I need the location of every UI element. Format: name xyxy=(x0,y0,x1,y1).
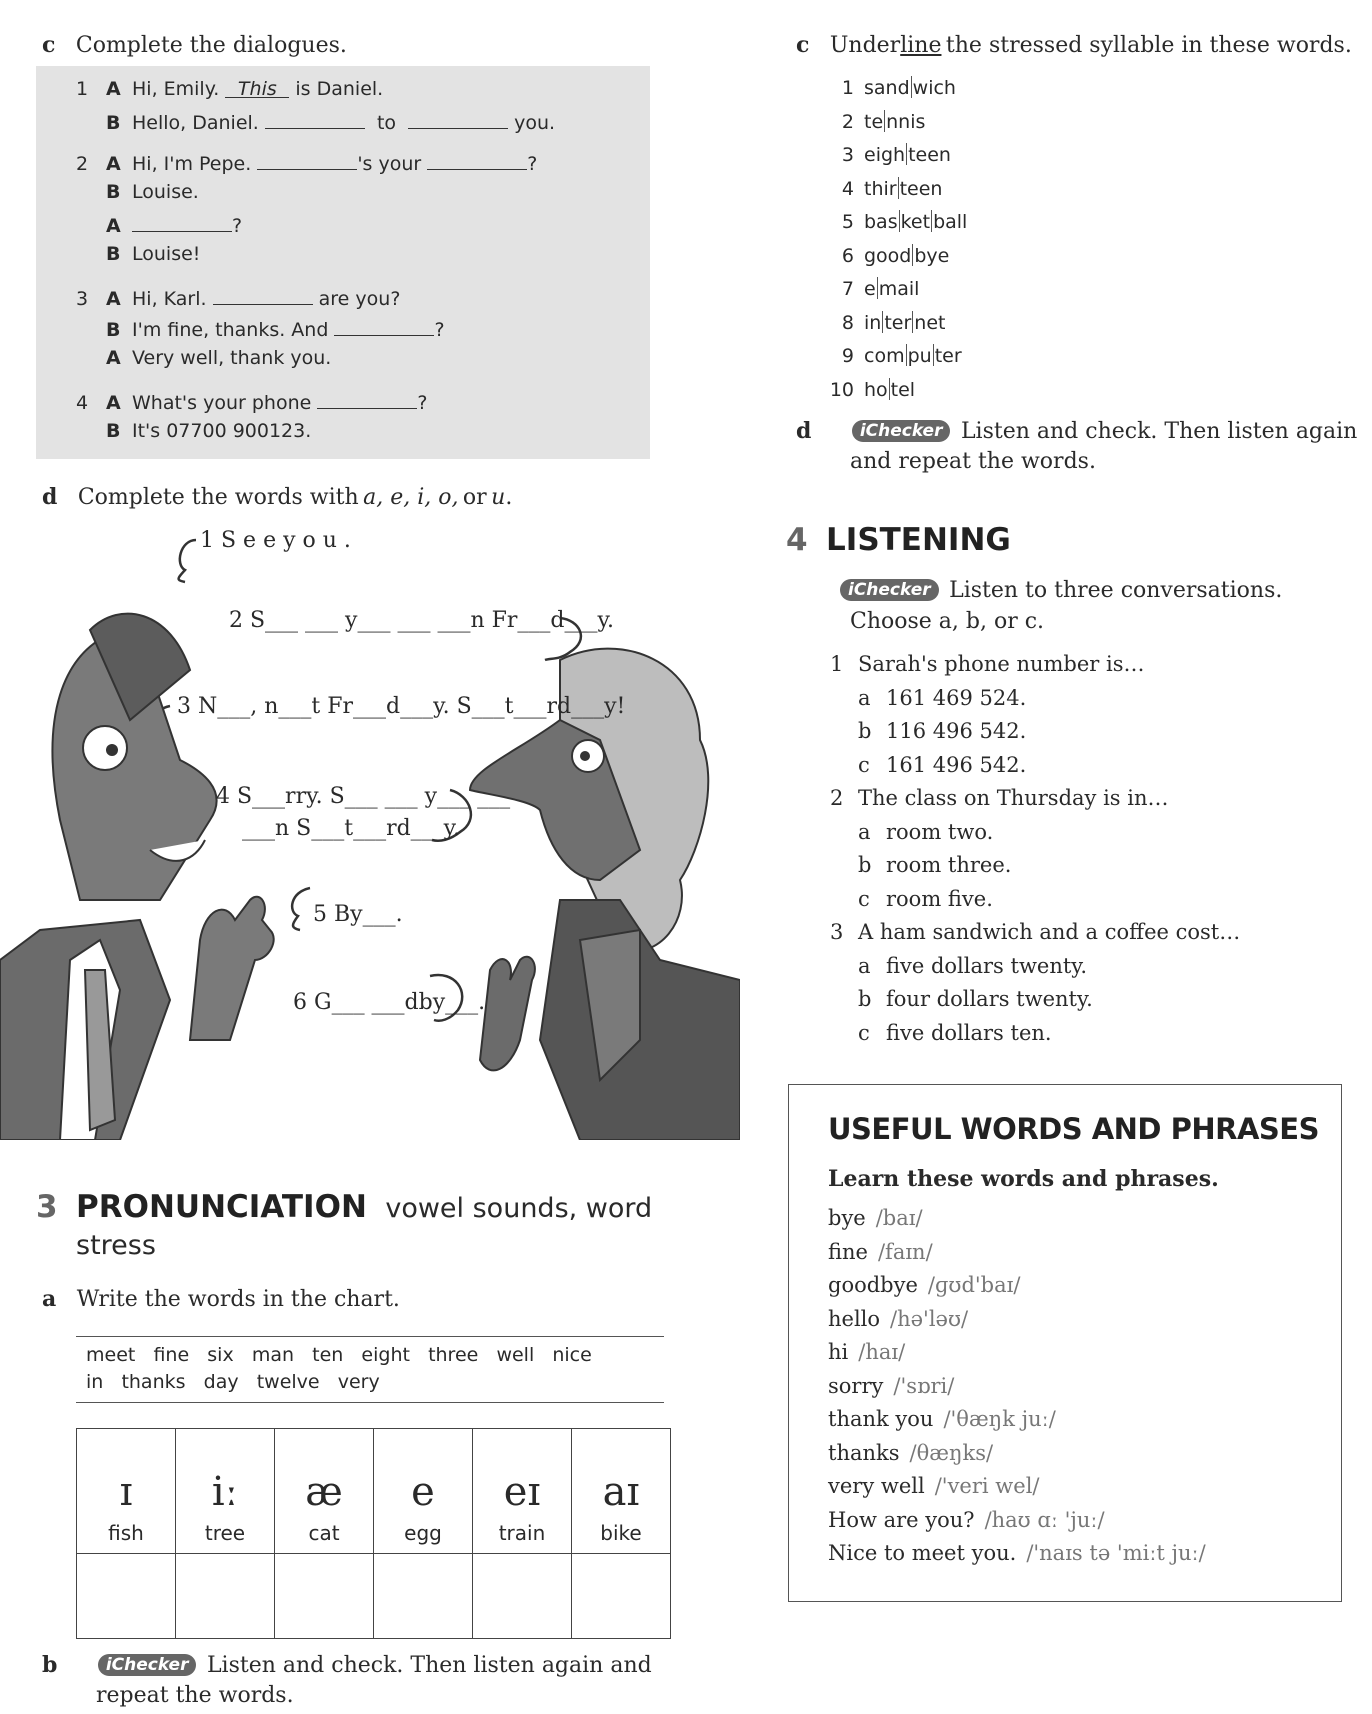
dialogue-4-line-b xyxy=(106,420,311,442)
phonetic-transcription: /'veri wel/ xyxy=(934,1474,1040,1498)
speech-bubble-4-line-2: ___n S___t___rd___y. xyxy=(242,816,461,841)
vowel-sound-chart xyxy=(76,1428,671,1639)
question-number: 3 xyxy=(830,920,844,944)
answer-blank[interactable] xyxy=(213,285,313,305)
phrase-item xyxy=(828,1374,954,1398)
dialogue-text: ? xyxy=(232,215,243,237)
word-number: 3 xyxy=(841,144,854,166)
syllable[interactable]: eigh xyxy=(864,144,906,166)
phrase-word: bye xyxy=(828,1206,866,1230)
answer-blank[interactable] xyxy=(225,78,289,98)
syllable-divider xyxy=(911,76,912,98)
ichecker-badge[interactable]: iChecker xyxy=(852,420,951,442)
dialogue-number: 3 xyxy=(76,288,89,310)
syllable[interactable]: teen xyxy=(899,177,943,200)
speaker: B xyxy=(106,112,121,134)
syllable[interactable]: bye xyxy=(914,244,950,267)
speech-bubble-1: 1 S e e y o u . xyxy=(200,528,351,553)
option-text: 116 496 542. xyxy=(886,719,1027,743)
syllable[interactable]: sand xyxy=(864,77,910,99)
syllable[interactable]: ter xyxy=(934,345,962,367)
dialogue-text: ? xyxy=(434,319,445,341)
letters: u xyxy=(491,485,506,510)
chart-word: fish xyxy=(108,1521,144,1545)
syllable[interactable]: pu xyxy=(907,345,932,367)
stress-word[interactable] xyxy=(808,344,962,367)
dialogue-text: 's your xyxy=(357,153,422,175)
phonetic-transcription: /'θæŋk juː/ xyxy=(943,1407,1056,1431)
word-number: 1 xyxy=(841,77,854,99)
syllable[interactable]: ter xyxy=(884,311,912,334)
syllable[interactable]: ball xyxy=(933,211,968,233)
exercise-instruction: Complete the dialogues. xyxy=(75,33,347,58)
question-text: Sarah's phone number is… xyxy=(858,652,1145,676)
option-3b[interactable]: b four dollars twenty. xyxy=(858,987,1093,1011)
dialogue-number: 2 xyxy=(76,153,89,175)
dialogue-text: Very well, thank you. xyxy=(132,347,332,369)
answer-blank[interactable] xyxy=(317,389,417,409)
dialogue-text: I'm fine, thanks. And xyxy=(132,319,329,341)
chart-header-tree xyxy=(176,1429,275,1554)
section-subtitle: vowel sounds, word xyxy=(385,1193,653,1224)
speaker: A xyxy=(106,347,121,369)
chart-answer-cell[interactable] xyxy=(374,1554,473,1639)
phrase-item xyxy=(828,1441,993,1465)
syllable-divider xyxy=(931,210,932,232)
option-2b[interactable]: b room three. xyxy=(858,853,1012,877)
chart-answer-cell[interactable] xyxy=(572,1554,671,1639)
syllable-divider xyxy=(906,143,907,165)
speaker: B xyxy=(106,181,121,203)
question-1 xyxy=(830,652,1145,676)
exercise-label: d xyxy=(796,418,812,444)
option-1c[interactable]: c 161 496 542. xyxy=(858,753,1027,777)
syllable[interactable]: net xyxy=(914,311,946,334)
question-2 xyxy=(830,786,1169,810)
dialogue-3-line-a xyxy=(76,285,400,310)
stress-word[interactable] xyxy=(808,311,945,334)
exercise-instruction: or xyxy=(462,485,487,510)
phrase-item xyxy=(828,1206,923,1230)
word-box-bottom-rule xyxy=(76,1402,664,1403)
answer-blank[interactable] xyxy=(257,150,357,170)
dialogue-1-line-b xyxy=(106,109,555,134)
option-text: room three. xyxy=(886,853,1012,877)
syllable[interactable]: mail xyxy=(878,278,920,300)
exercise-instruction-underlined: line xyxy=(900,33,942,58)
phonetic-transcription: /baɪ/ xyxy=(875,1206,923,1230)
answer-blank[interactable] xyxy=(427,150,527,170)
chart-header-fish xyxy=(77,1429,176,1554)
stress-exercise-heading xyxy=(796,32,1352,58)
question-3 xyxy=(830,920,1240,944)
tree-icon: iː xyxy=(211,1469,239,1515)
dialogue-text: to xyxy=(376,112,397,134)
answer-blank[interactable] xyxy=(334,316,434,336)
fish-icon: ɪ xyxy=(119,1469,133,1515)
exercise-d-heading xyxy=(42,484,512,510)
stress-exercise-d-heading xyxy=(796,418,1357,444)
option-text: 161 469 524. xyxy=(886,686,1027,710)
syllable[interactable]: ho xyxy=(864,378,888,401)
syllable[interactable]: tel xyxy=(890,378,916,401)
speaker: A xyxy=(106,78,121,100)
word-number: 2 xyxy=(841,110,854,133)
dialogue-2-line-b2 xyxy=(106,243,200,265)
pronunciation-heading xyxy=(36,1189,652,1225)
phrase-word: hello xyxy=(828,1306,881,1331)
chart-word: train xyxy=(498,1521,546,1545)
phrase-word: sorry xyxy=(828,1373,884,1398)
stress-word[interactable] xyxy=(808,210,967,233)
train-icon: eɪ xyxy=(503,1469,541,1515)
speaker: B xyxy=(106,420,121,442)
dialogue-text: It's 07700 900123. xyxy=(132,420,312,442)
exercise-label: c xyxy=(42,32,56,58)
chart-answer-cell[interactable] xyxy=(275,1554,374,1639)
useful-words-title: USEFUL WORDS AND PHRASES xyxy=(828,1112,1319,1146)
question-number: 1 xyxy=(830,652,844,676)
chart-answer-cell[interactable] xyxy=(176,1554,275,1639)
phrase-word: thanks xyxy=(828,1440,900,1465)
speech-bubble-6: 6 G___ ___dby___. xyxy=(293,990,486,1015)
dialogue-number: 4 xyxy=(76,392,89,414)
question-number: 2 xyxy=(830,786,844,810)
phrase-item xyxy=(828,1508,1105,1532)
section-title: PRONUNCIATION xyxy=(76,1189,367,1225)
chart-word: cat xyxy=(308,1521,340,1545)
option-2c[interactable]: c room five. xyxy=(858,887,993,911)
option-2a[interactable]: a room two. xyxy=(858,820,994,844)
phrase-word: hi xyxy=(828,1340,849,1364)
option-3c[interactable]: c five dollars ten. xyxy=(858,1021,1052,1045)
stress-word[interactable] xyxy=(808,143,951,166)
dialogue-3-line-b xyxy=(106,316,445,341)
option-text: room five. xyxy=(886,887,993,911)
word-number: 4 xyxy=(841,177,854,200)
dialogue-2-line-a xyxy=(76,150,537,175)
phonetic-transcription: /θæŋks/ xyxy=(909,1440,994,1465)
exercise-instruction: Listen to three conversations. xyxy=(949,578,1283,603)
syllable-divider xyxy=(898,177,899,199)
dialogue-4-line-a xyxy=(76,389,427,414)
cat-icon: æ xyxy=(305,1469,343,1515)
word-box-top-rule xyxy=(76,1336,664,1337)
letters: a, e, i, o, xyxy=(363,485,459,510)
option-text: five dollars twenty. xyxy=(886,954,1088,978)
word-number: 9 xyxy=(841,345,854,367)
man-figure xyxy=(0,614,274,1140)
section-title: LISTENING xyxy=(826,522,1011,558)
option-text: 161 496 542. xyxy=(886,753,1027,777)
phonetic-transcription: /haɪ/ xyxy=(858,1340,906,1364)
phrase-item xyxy=(828,1340,905,1364)
exercise-label: b xyxy=(42,1652,58,1678)
section-number: 4 xyxy=(786,522,808,558)
dialogue-text: Hello, Daniel. xyxy=(132,112,259,134)
ichecker-badge[interactable]: iChecker xyxy=(840,579,939,601)
word-number: 8 xyxy=(841,311,854,334)
answer-blank[interactable] xyxy=(265,109,365,129)
phrase-word: Nice to meet you. xyxy=(828,1541,1017,1565)
chart-header-egg xyxy=(374,1429,473,1554)
speaker: A xyxy=(106,153,121,175)
phonetic-transcription: /'naɪs tə 'miːt juː/ xyxy=(1026,1541,1206,1565)
word-number: 6 xyxy=(841,244,854,267)
syllable-divider xyxy=(889,378,890,400)
useful-words-instruction: Learn these words and phrases. xyxy=(828,1166,1219,1192)
answer-blank[interactable] xyxy=(408,109,508,129)
option-text: five dollars ten. xyxy=(886,1021,1052,1045)
phonetic-transcription: /'sɒri/ xyxy=(893,1373,955,1398)
dialogue-text: Louise! xyxy=(132,243,201,265)
phrase-item xyxy=(828,1307,968,1331)
syllable[interactable]: wich xyxy=(912,77,956,99)
phonetic-transcription: /hə'ləʊ/ xyxy=(890,1306,969,1331)
syllable[interactable]: nnis xyxy=(886,110,926,133)
phonetic-transcription: /haʊ ɑː 'juː/ xyxy=(984,1507,1105,1532)
phrase-item xyxy=(828,1541,1206,1565)
speaker: A xyxy=(106,392,121,414)
pronunciation-subtitle-line-2: stress xyxy=(76,1230,156,1261)
speaker: A xyxy=(106,288,121,310)
ichecker-badge[interactable]: iChecker xyxy=(98,1654,197,1676)
word-number: 5 xyxy=(841,211,854,233)
dialogue-2-line-b xyxy=(106,181,199,203)
chart-header-bike xyxy=(572,1429,671,1554)
exercise-instruction: Write the words in the chart. xyxy=(76,1287,400,1312)
dialogue-text: What's your phone xyxy=(132,392,312,414)
exercise-instruction: Listen and check. Then listen again xyxy=(960,419,1358,444)
syllable[interactable]: thir xyxy=(864,177,897,200)
syllable-divider xyxy=(884,110,885,132)
phonetic-transcription: /ɡʊd'baɪ/ xyxy=(927,1273,1021,1297)
section-number: 3 xyxy=(36,1189,58,1225)
option-3a[interactable]: a five dollars twenty. xyxy=(858,954,1088,978)
chart-word: tree xyxy=(204,1521,246,1545)
stress-word[interactable] xyxy=(808,277,919,300)
dialogue-number: 1 xyxy=(76,78,89,100)
phrase-item xyxy=(828,1407,1056,1431)
question-text: The class on Thursday is in… xyxy=(858,786,1169,810)
chart-word: bike xyxy=(600,1521,642,1545)
stress-exercise-d-line-2: and repeat the words. xyxy=(850,449,1096,474)
speech-bubble-5: 5 By___. xyxy=(313,902,403,927)
exercise-instruction: the stressed syllable in these words. xyxy=(945,33,1352,58)
exercise-c-heading xyxy=(42,32,347,58)
phrase-item xyxy=(828,1474,1039,1498)
phrase-word: goodbye xyxy=(828,1273,918,1297)
bike-icon: aɪ xyxy=(602,1469,640,1515)
chart-answer-cell[interactable] xyxy=(473,1554,572,1639)
dialogue-text: Hi, Karl. xyxy=(132,288,207,310)
phrase-item xyxy=(828,1273,1020,1297)
phrase-word: thank you xyxy=(828,1407,934,1431)
exercise-b-instruction-line-2: repeat the words. xyxy=(96,1683,294,1708)
chart-header-cat xyxy=(275,1429,374,1554)
dialogue-text: ? xyxy=(417,392,428,414)
syllable-divider xyxy=(899,210,900,232)
exercise-label: a xyxy=(42,1286,57,1312)
dialogue-text: Louise. xyxy=(132,181,199,203)
woman-figure xyxy=(470,649,740,1140)
option-text: four dollars twenty. xyxy=(886,987,1093,1011)
dialogue-3-line-a2 xyxy=(106,347,331,369)
example-answer: This xyxy=(237,78,277,100)
answer-blank[interactable] xyxy=(132,212,232,232)
syllable[interactable]: in xyxy=(864,311,882,334)
question-text: A ham sandwich and a coffee cost… xyxy=(858,920,1241,944)
exercise-label: c xyxy=(796,32,810,58)
chart-header-train xyxy=(473,1429,572,1554)
option-1a[interactable]: a 161 469 524. xyxy=(858,686,1027,710)
listening-heading xyxy=(786,522,1011,558)
speech-bubble-2: 2 S___ ___ y___ ___ ___n Fr___d___y. xyxy=(229,608,614,633)
word-number: 10 xyxy=(829,378,854,401)
dialogue-text: is Daniel. xyxy=(295,78,384,100)
syllable[interactable]: good xyxy=(864,244,912,267)
exercise-b-heading xyxy=(42,1652,652,1678)
exercise-instruction: Complete the words with xyxy=(77,485,359,510)
phrase-word: How are you? xyxy=(828,1507,975,1532)
dialogue-text: Hi, Emily. xyxy=(132,78,220,100)
chart-answer-cell[interactable] xyxy=(77,1554,176,1639)
syllable-divider xyxy=(906,344,907,366)
syllable[interactable]: com xyxy=(864,345,905,367)
dialogue-text: ? xyxy=(527,153,538,175)
dialogue-text: are you? xyxy=(318,288,401,310)
syllable-divider xyxy=(877,277,878,299)
exercise-instruction: . xyxy=(505,485,513,510)
phonetic-transcription: /faɪn/ xyxy=(877,1239,933,1264)
stress-word[interactable] xyxy=(808,76,956,99)
egg-icon: e xyxy=(411,1469,435,1515)
stress-word[interactable] xyxy=(808,110,925,133)
exercise-instruction: Listen and check. Then listen again and xyxy=(206,1653,652,1678)
syllable[interactable]: te xyxy=(864,110,884,133)
syllable[interactable]: ket xyxy=(900,211,931,233)
stress-word[interactable] xyxy=(808,378,915,401)
syllable[interactable]: teen xyxy=(908,144,951,166)
phrase-word: very well xyxy=(828,1474,925,1498)
stress-word[interactable] xyxy=(808,244,949,267)
phrase-word: fine xyxy=(828,1239,868,1264)
exercise-a-heading xyxy=(42,1286,400,1312)
stress-word[interactable] xyxy=(808,177,942,200)
listening-instruction xyxy=(840,578,1282,603)
option-text: room two. xyxy=(886,820,994,844)
speech-bubble-3: 3 N___, n___t Fr___d___y. S___t___rd___y! xyxy=(177,694,626,719)
word-box-line-2: in thanks day twelve very xyxy=(86,1371,380,1393)
syllable-divider xyxy=(933,344,934,366)
dialogue-text: you. xyxy=(514,112,556,134)
option-1b[interactable]: b 116 496 542. xyxy=(858,719,1027,743)
speaker: B xyxy=(106,243,121,265)
exercise-label: d xyxy=(42,484,58,510)
speaker: B xyxy=(106,319,121,341)
syllable[interactable]: e xyxy=(864,278,876,300)
chart-word: egg xyxy=(404,1521,442,1545)
speaker: A xyxy=(106,215,121,237)
exercise-instruction: Under xyxy=(829,33,901,58)
phrase-item xyxy=(828,1240,933,1264)
word-box-line-1: meet fine six man ten eight three well nice xyxy=(86,1344,592,1366)
syllable[interactable]: bas xyxy=(864,211,898,233)
word-number: 7 xyxy=(841,278,854,300)
dialogue-2-line-a2 xyxy=(106,212,242,237)
speech-bubble-4-line-1: 4 S___rry. S___ ___ y___ ___ xyxy=(216,784,511,809)
dialogue-1-line-a xyxy=(76,78,383,100)
listening-instruction-line-2: Choose a, b, or c. xyxy=(850,609,1045,634)
dialogue-text: Hi, I'm Pepe. xyxy=(132,153,252,175)
